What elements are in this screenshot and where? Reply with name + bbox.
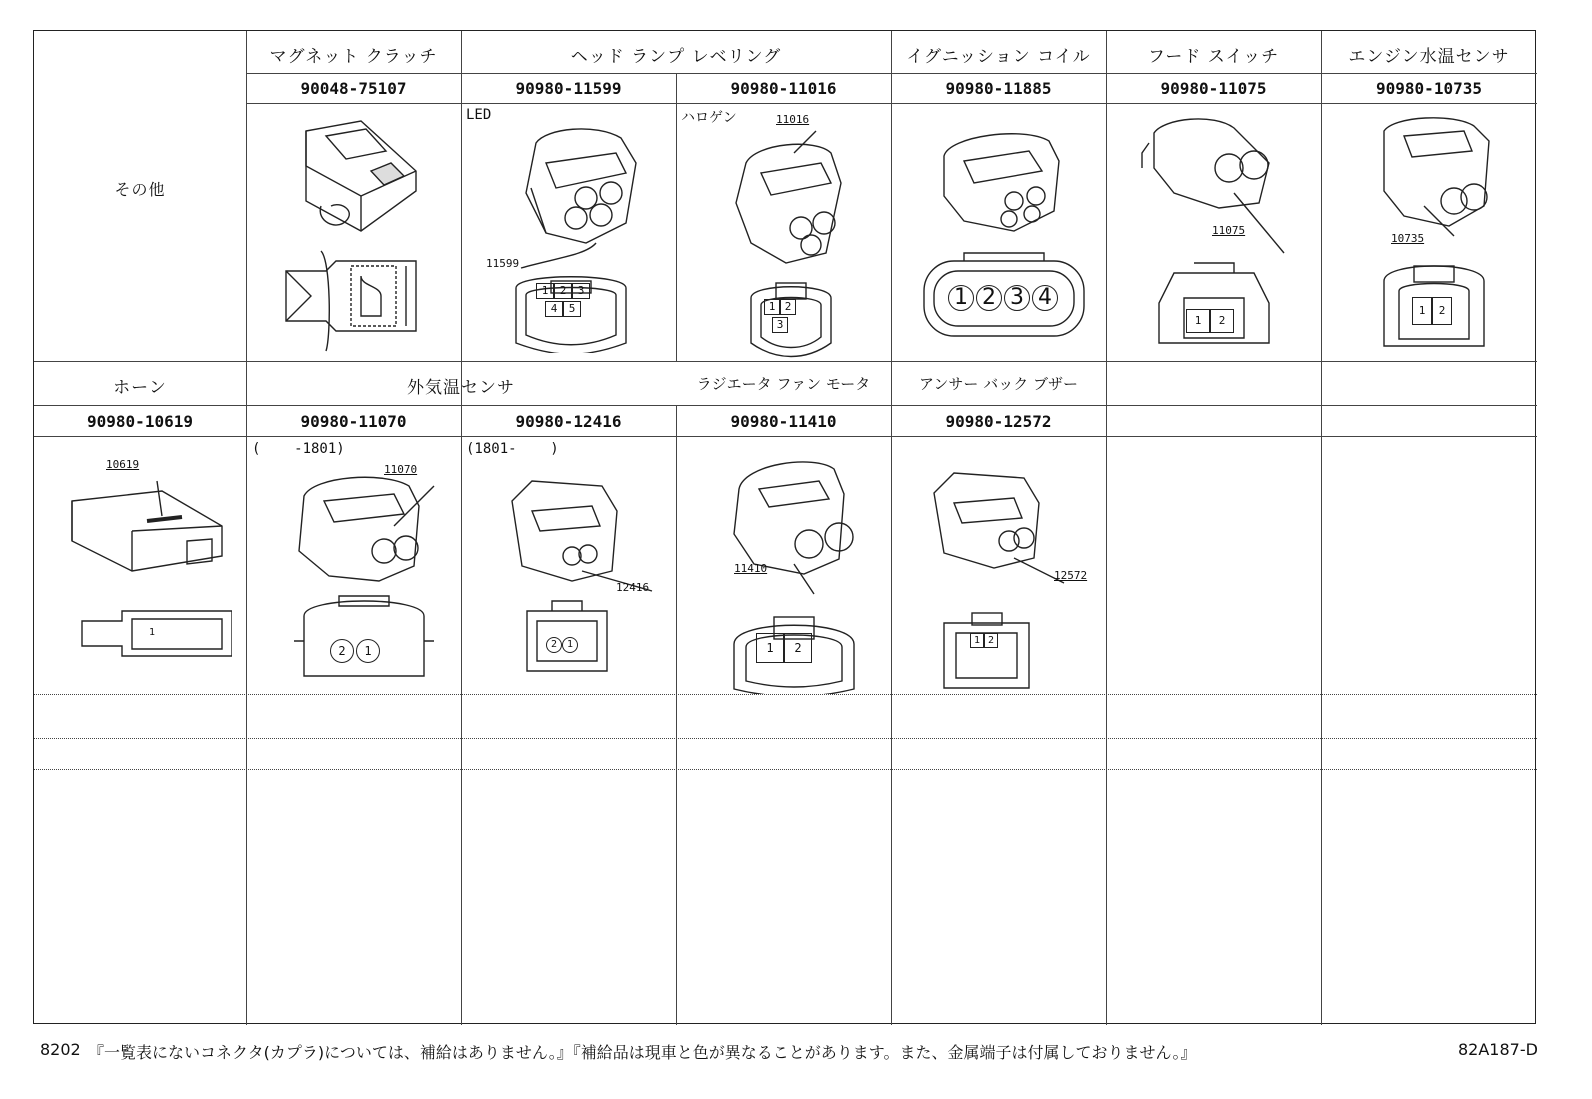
pin: 1 xyxy=(970,633,984,648)
row-divider xyxy=(34,694,1537,695)
pin: 2 xyxy=(1432,297,1452,325)
row-label-other: その他 xyxy=(114,180,166,199)
pin: 1 xyxy=(948,285,974,311)
header-engine-temp-sensor: エンジン水温センサ xyxy=(1348,47,1510,67)
pin: 1 xyxy=(536,283,554,299)
pin: 1 xyxy=(356,639,380,663)
header-hood-switch: フード スイッチ xyxy=(1147,47,1280,67)
row-divider xyxy=(246,73,1537,74)
footer-right-code: 82A187-D xyxy=(1458,1040,1538,1059)
pin: 4 xyxy=(545,301,563,317)
pin: 2 xyxy=(1210,309,1234,333)
footer-left-code: 8202 xyxy=(40,1040,81,1059)
note-range-a: ( -1801) xyxy=(252,441,345,457)
part-number: 90980-11410 xyxy=(730,412,837,431)
callout-10735: 10735 xyxy=(1391,232,1425,245)
part-number: 90980-11070 xyxy=(300,412,407,431)
part-number: 90048-75107 xyxy=(300,79,407,98)
part-number: 90980-11075 xyxy=(1160,79,1267,98)
callout-11016: 11016 xyxy=(776,113,810,126)
callout-10619: 10619 xyxy=(106,458,140,471)
callout-11599: 11599 xyxy=(486,257,520,270)
footer xyxy=(40,1040,1560,1062)
connector-drawing-ignition-coil xyxy=(914,121,1094,351)
row-divider xyxy=(34,361,1537,362)
pin: 3 xyxy=(572,283,590,299)
callout-11410: 11410 xyxy=(734,562,768,575)
pin: 2 xyxy=(330,639,354,663)
row-divider xyxy=(246,103,1537,104)
pin: 2 xyxy=(984,633,998,648)
pin: 1 xyxy=(562,637,578,653)
connector-drawing-horn xyxy=(62,471,232,671)
pin: 2 xyxy=(784,633,812,663)
connector-table xyxy=(33,30,1536,1024)
part-number: 90980-12572 xyxy=(945,412,1052,431)
pin-grid-horn xyxy=(149,627,155,638)
part-number: 90980-11885 xyxy=(945,79,1052,98)
pin: 3 xyxy=(1004,285,1030,311)
row-divider xyxy=(34,436,1537,437)
connector-drawing-headlamp-led xyxy=(476,113,666,353)
header-answer-back-buzzer: アンサー バック ブザー xyxy=(919,375,1078,393)
part-number: 90980-12416 xyxy=(515,412,622,431)
column-divider xyxy=(246,31,247,1025)
column-divider xyxy=(461,31,462,1025)
header-radiator-fan-motor: ラジエータ ファン モータ xyxy=(696,375,871,393)
connector-drawing-headlamp-halogen xyxy=(706,123,876,358)
column-divider xyxy=(891,31,892,1025)
callout-11070: 11070 xyxy=(384,463,418,476)
pin: 2 xyxy=(780,299,796,315)
pin: 2 xyxy=(554,283,572,299)
column-divider xyxy=(1321,31,1322,1025)
connector-drawing-magnet-clutch xyxy=(266,111,446,356)
header-outside-temp-sensor: 外気温センサ xyxy=(407,378,515,398)
header-headlamp-leveling: ヘッド ランプ レベリング xyxy=(570,47,782,67)
pin: 1 xyxy=(1186,309,1210,333)
callout-12416: 12416 xyxy=(616,581,650,594)
part-number: 90980-11016 xyxy=(730,79,837,98)
column-divider xyxy=(1106,31,1107,1025)
pin: 2 xyxy=(976,285,1002,311)
note-range-b: (1801- ) xyxy=(466,441,559,457)
pin: 1 xyxy=(1412,297,1432,325)
footer-note: 『一覧表にないコネクタ(カプラ)については、補給はありません。』『補給品は現車と色が異なることがあります。また、金属端子は付属しておりません。』 xyxy=(88,1043,1197,1062)
column-divider xyxy=(676,405,677,1025)
pin: 4 xyxy=(1032,285,1058,311)
callout-11075: 11075 xyxy=(1212,224,1246,237)
pin: 1 xyxy=(764,299,780,315)
row-divider xyxy=(34,405,1537,406)
row-divider xyxy=(34,769,1537,770)
part-number: 90980-10735 xyxy=(1376,79,1482,98)
part-number: 90980-10619 xyxy=(87,412,193,431)
header-ignition-coil: イグニッション コイル xyxy=(906,47,1091,67)
header-horn: ホーン xyxy=(113,378,167,398)
part-number: 90980-11599 xyxy=(515,79,622,98)
column-divider xyxy=(676,73,677,361)
note-halogen: ハロゲン xyxy=(681,110,737,126)
row-divider xyxy=(34,738,1537,739)
header-magnet-clutch: マグネット クラッチ xyxy=(269,47,438,67)
pin: 3 xyxy=(772,317,788,333)
note-led: LED xyxy=(466,107,492,123)
callout-12572: 12572 xyxy=(1054,569,1088,582)
pin: 1 xyxy=(149,627,156,638)
pin: 1 xyxy=(756,633,784,663)
pin: 2 xyxy=(546,637,562,653)
pin: 5 xyxy=(563,301,581,317)
